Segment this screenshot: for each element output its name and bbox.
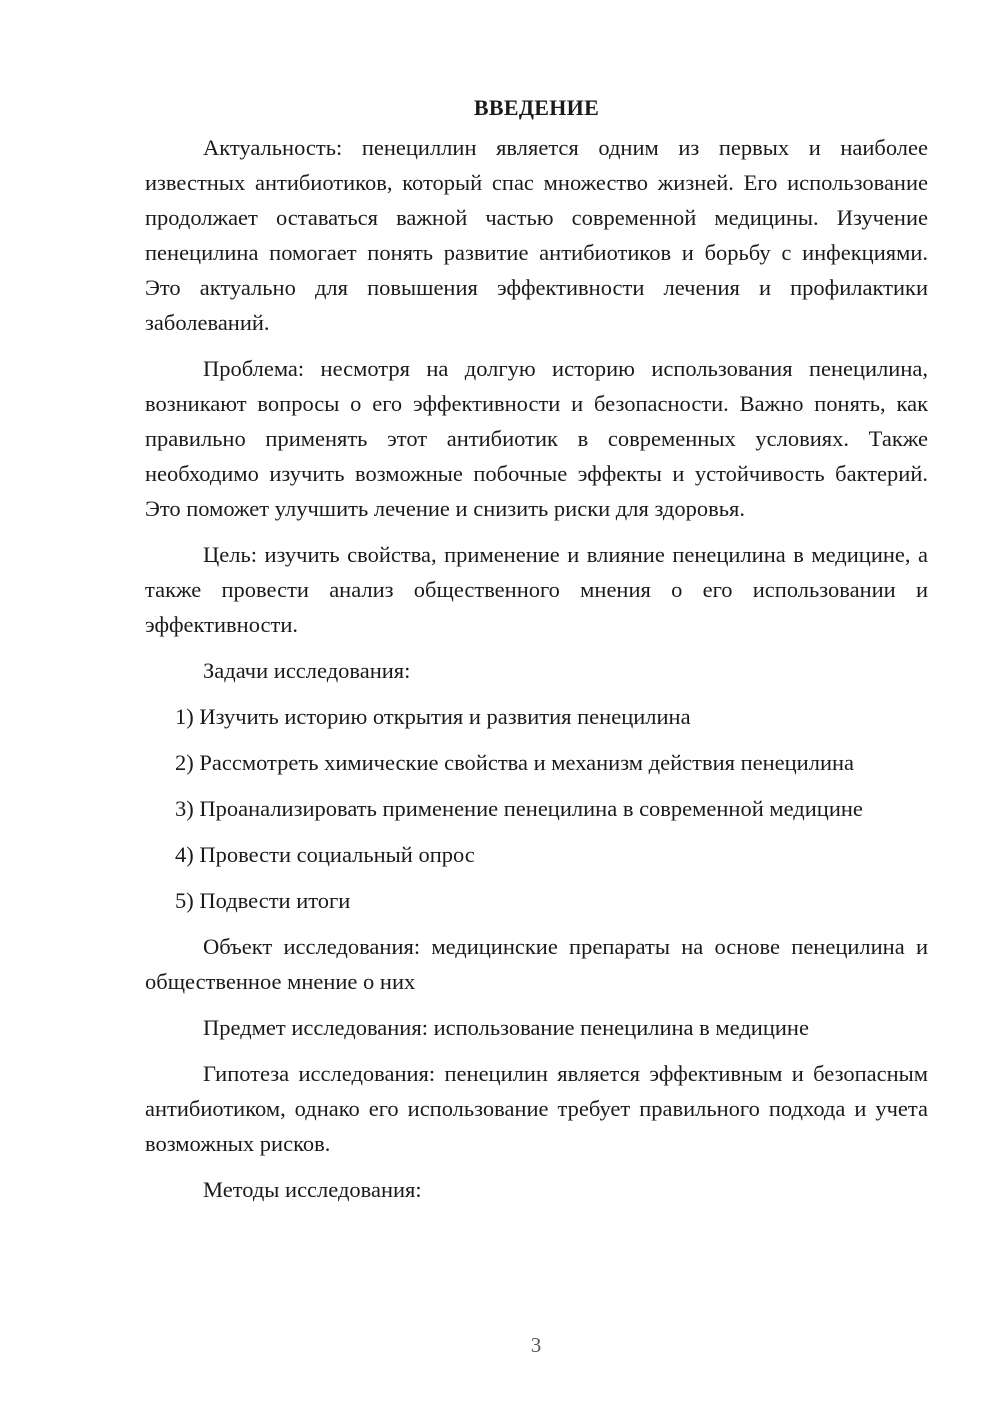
- task-item-3: 3) Проанализировать применение пенецилина в современной медицине: [175, 796, 863, 821]
- paragraph-hypothesis: Гипотеза исследования: пенецилин является эффективным и безопасным антибиотиком, однако его использование требует правильного подхода и учета возможных рисков.: [145, 1061, 928, 1156]
- paragraph-problem: Проблема: несмотря на долгую историю использования пенецилина, возникают вопросы о его эффективности и безопасности. Важно понять, как правильно применять этот антибиотик в современных условиях. Также необходимо изучить возможные побочные эффекты и устойчивость бактерий. Это поможет улучшить лечение и снизить риски для здоровья.: [145, 356, 928, 521]
- task-item-5: 5) Подвести итоги: [175, 888, 351, 913]
- paragraph-relevance: Актуальность: пенециллин является одним из первых и наиболее известных антибиотиков, который спас множество жизней. Его использование продолжает оставаться важной частью современной медицины. Изучение пенецилина помогает понять развитие антибиотиков и борьбу с инфекциями. Это актуально для повышения эффективности лечения и профилактики заболеваний.: [145, 135, 928, 335]
- paragraph-object: Объект исследования: медицинские препараты на основе пенецилина и общественное мнение о них: [145, 934, 928, 994]
- task-item-1: 1) Изучить историю открытия и развития пенецилина: [175, 704, 691, 729]
- document-page: [145, 90, 928, 1218]
- paragraph-subject: Предмет исследования: использование пенецилина в медицине: [203, 1015, 809, 1040]
- tasks-heading: Задачи исследования:: [203, 658, 411, 683]
- task-item-4: 4) Провести социальный опрос: [175, 842, 475, 867]
- paragraph-goal: Цель: изучить свойства, применение и влияние пенецилина в медицине, а также провести анализ общественного мнения о его использовании и эффективности.: [145, 542, 928, 637]
- section-title: ВВЕДЕНИЕ: [473, 95, 600, 120]
- methods-heading: Методы исследования:: [203, 1177, 422, 1202]
- task-item-2: 2) Рассмотреть химические свойства и механизм действия пенецилина: [175, 750, 855, 775]
- page-number: 3: [530, 1333, 542, 1357]
